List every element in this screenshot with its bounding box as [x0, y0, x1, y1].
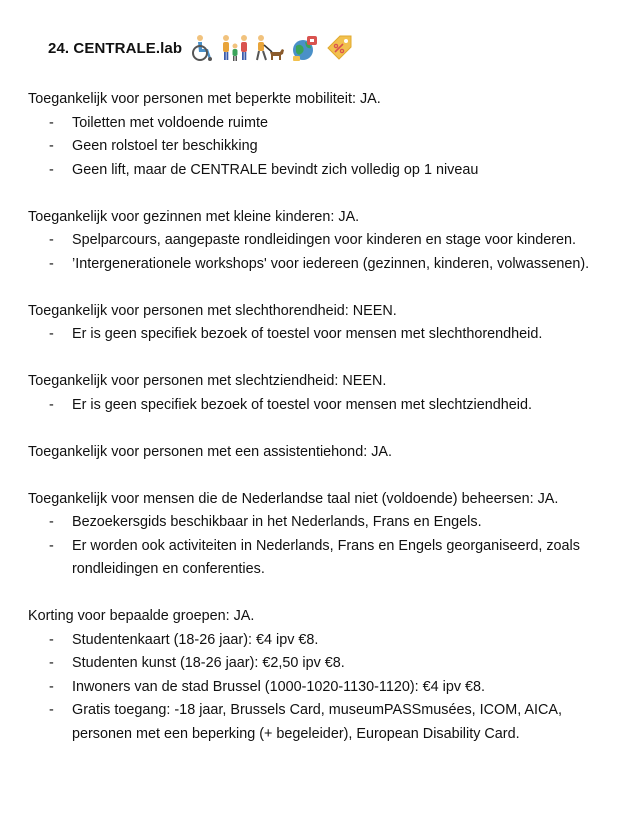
bullet-list — [28, 112, 608, 183]
list-item-text: Studentenkaart (18-26 jaar): €4 ipv €8. — [72, 631, 319, 648]
list-item-text: Er worden ook activiteiten in Nederlands, Frans en Engels georganiseerd, zoals rondleidingen en conferenties. — [72, 537, 580, 577]
list-item-text: Gratis toegang: -18 jaar, Brussels Card, museumPASSmusées, ICOM, AICA, personen met een beperking (+ begeleider), European Disability Card. — [72, 702, 563, 742]
dash-bullet: - — [49, 631, 54, 648]
bullet-list — [28, 629, 608, 747]
section — [28, 88, 608, 182]
bullet-list — [28, 323, 608, 347]
list-item — [28, 676, 608, 700]
section — [28, 370, 608, 417]
guide-dog-icon — [254, 34, 286, 62]
list-item — [28, 112, 608, 136]
dash-bullet: - — [49, 114, 54, 131]
dash-bullet: - — [49, 138, 54, 154]
dash-bullet: - — [49, 678, 54, 695]
section — [28, 488, 608, 582]
languages-globe-icon — [290, 34, 320, 62]
section-heading: Korting voor bepaalde groepen: JA. — [28, 608, 255, 624]
list-item — [28, 629, 608, 653]
wheelchair-icon — [190, 34, 216, 62]
bullet-list — [28, 394, 608, 418]
section-heading: Toegankelijk voor mensen die de Nederlandse taal niet (voldoende) beheersen: JA. — [28, 490, 559, 507]
list-item-text: Er is geen specifiek bezoek of toestel voor mensen met slechtziendheid. — [72, 396, 532, 413]
list-item — [28, 135, 608, 159]
list-item-text: Bezoekersgids beschikbaar in het Nederlands, Frans en Engels. — [72, 514, 482, 530]
list-item — [28, 699, 608, 746]
list-item-text: Geen lift, maar de CENTRALE bevindt zich volledig op 1 niveau — [72, 161, 479, 178]
bullet-list — [28, 229, 608, 276]
section-heading: Toegankelijk voor gezinnen met kleine kinderen: JA. — [28, 208, 360, 225]
title-row — [48, 30, 354, 66]
list-item — [28, 535, 608, 582]
accessibility-icons — [190, 34, 354, 62]
dash-bullet: - — [49, 326, 54, 342]
list-item-text: Studenten kunst (18-26 jaar): €2,50 ipv €8. — [72, 655, 345, 671]
section-heading: Toegankelijk voor personen met slechthorendheid: NEEN. — [28, 302, 397, 319]
list-item — [28, 323, 608, 347]
section-heading: Toegankelijk voor personen met een assistentiehond: JA. — [28, 443, 392, 460]
document-body — [28, 88, 608, 770]
list-item — [28, 394, 608, 418]
section — [28, 206, 608, 277]
section — [28, 605, 608, 746]
list-item — [28, 511, 608, 535]
dash-bullet: - — [49, 232, 54, 248]
list-item-text: Geen rolstoel ter beschikking — [72, 138, 258, 154]
list-item-text: Er is geen specifiek bezoek of toestel voor mensen met slechthorendheid. — [72, 326, 543, 342]
section — [28, 441, 608, 465]
discount-tag-icon — [324, 34, 354, 62]
dash-bullet: - — [49, 514, 54, 530]
section — [28, 300, 608, 347]
section-heading: Toegankelijk voor personen met beperkte mobiliteit: JA. — [28, 91, 381, 107]
list-item — [28, 253, 608, 277]
list-item-text: Toiletten met voldoende ruimte — [72, 114, 268, 131]
family-icon — [220, 34, 250, 62]
list-item-text: ’Intergenerationele workshops' voor iedereen (gezinnen, kinderen, volwassenen). — [72, 255, 590, 272]
list-item-text: Spelparcours, aangepaste rondleidingen voor kinderen en stage voor kinderen. — [72, 232, 577, 248]
dash-bullet: - — [49, 655, 54, 671]
dash-bullet: - — [49, 161, 54, 178]
list-item-text: Inwoners van de stad Brussel (1000-1020-1130-1120): €4 ipv €8. — [72, 678, 486, 695]
page-title: 24. CENTRALE.lab — [48, 39, 183, 57]
list-item — [28, 652, 608, 676]
section-heading: Toegankelijk voor personen met slechtziendheid: NEEN. — [28, 373, 387, 389]
dash-bullet: - — [49, 537, 54, 554]
dash-bullet: - — [49, 396, 54, 413]
bullet-list — [28, 511, 608, 582]
list-item — [28, 229, 608, 253]
dash-bullet: - — [49, 702, 54, 718]
dash-bullet: - — [49, 255, 54, 272]
list-item — [28, 159, 608, 183]
